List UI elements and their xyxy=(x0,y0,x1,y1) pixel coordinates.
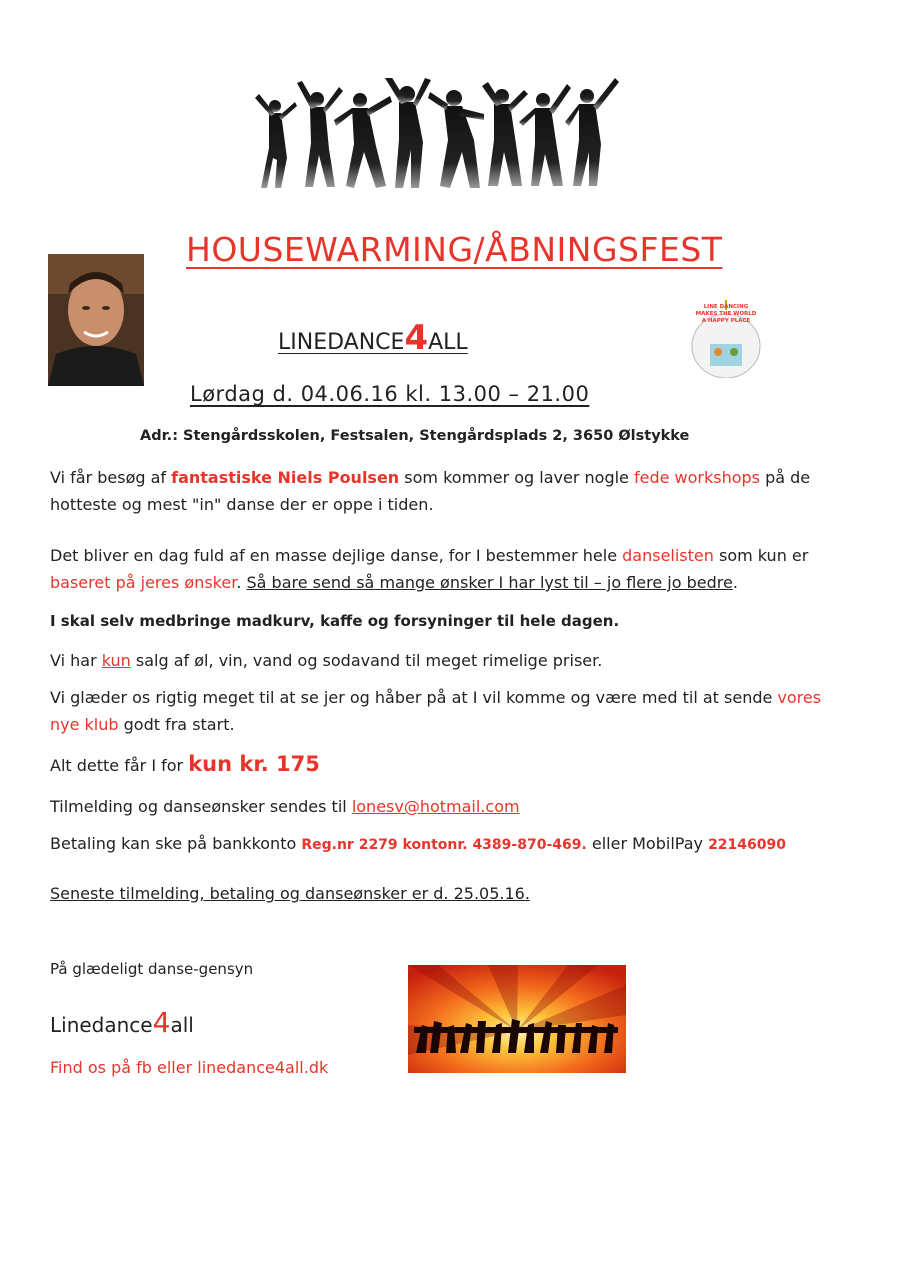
welcome-highlight-club: vores nye klub xyxy=(50,688,822,734)
event-time: d. 04.06.16 kl. 13.00 – 21.00 xyxy=(265,382,590,406)
brand-text-pre: LINEDANCE xyxy=(278,330,405,355)
price-line xyxy=(50,752,320,776)
payment-text-c: eller MobilPay xyxy=(586,834,709,853)
sales-highlight-only: kun xyxy=(101,651,131,670)
sunset-dancers-image xyxy=(408,965,626,1073)
intro-paragraph xyxy=(50,464,840,518)
deadline-line: Seneste tilmelding, betaling og danseønsker er d. 25.05.16. xyxy=(50,884,530,903)
event-date xyxy=(190,382,589,406)
intro-text-a: Vi får besøg af xyxy=(50,468,172,487)
dancelist-paragraph xyxy=(50,542,840,596)
greeting-line: På glædeligt danse-gensyn xyxy=(50,960,254,978)
payment-account: Reg.nr 2279 kontonr. 4389-870-469. xyxy=(301,837,587,853)
welcome-text-a: Vi glæder os rigtig meget til at se jer og håber på at I vil komme og være med til at sende xyxy=(50,688,778,707)
dancelist-send-wishes: Så bare send så mange ønsker I har lyst til – jo flere jo bedre xyxy=(246,573,733,592)
bring-food-paragraph: I skal selv medbringe madkurv, kaffe og forsyninger til hele dagen. xyxy=(50,612,620,630)
signature-four: 4 xyxy=(152,1006,171,1039)
payment-line xyxy=(50,834,786,853)
sales-paragraph xyxy=(50,647,840,674)
brand-four: 4 xyxy=(404,318,429,358)
intro-text-c: som kommer og laver nogle xyxy=(399,468,634,487)
sales-text-c: salg af øl, vin, vand og sodavand til meget rimelige priser. xyxy=(130,651,603,670)
welcome-text-c: godt fra start. xyxy=(118,715,235,734)
badge-line-3: A HAPPY PLACE xyxy=(701,318,751,324)
price-text: Alt dette får I for xyxy=(50,756,189,775)
dancelist-text-a: Det bliver en dag fuld af en masse dejlige danse, for I bestemmer hele xyxy=(50,546,623,565)
signature-text-a: Linedance xyxy=(50,1013,153,1037)
dancelist-text-c: som kun er xyxy=(713,546,809,565)
welcome-paragraph xyxy=(50,684,840,738)
brand-title xyxy=(278,318,468,358)
intro-highlight-workshops: fede workshops xyxy=(633,468,761,487)
dancelist-text-e: . xyxy=(236,573,247,592)
signature-text-c: all xyxy=(170,1013,194,1037)
payment-mobilpay-number: 22146090 xyxy=(708,837,786,853)
signup-line xyxy=(50,797,520,816)
brand-text-post: ALL xyxy=(428,330,468,355)
signup-email-link[interactable]: lonesv@hotmail.com xyxy=(351,797,520,816)
signature xyxy=(50,1006,194,1039)
event-address: Adr.: Stengårdsskolen, Festsalen, Stengårdsplads 2, 3650 Ølstykke xyxy=(140,428,690,444)
intro-highlight-guest: fantastiske Niels Poulsen xyxy=(171,468,400,487)
intro-text-e: på de hotteste og mest "in" danse der er oppe i tiden. xyxy=(50,468,811,514)
line-dancing-badge xyxy=(690,300,762,378)
dancelist-highlight: danselisten xyxy=(622,546,714,565)
payment-text-a: Betaling kan ske på bankkonto xyxy=(50,834,302,853)
dancelist-highlight-wishes: baseret på jeres ønsker xyxy=(50,573,237,592)
badge-line-1: LINE DANCING xyxy=(703,304,749,310)
price-value: kun kr. 175 xyxy=(188,752,320,776)
sales-text-a: Vi har xyxy=(50,651,102,670)
find-us-line: Find os på fb eller linedance4all.dk xyxy=(50,1058,329,1077)
dancers-silhouette-image xyxy=(245,78,645,198)
instructor-photo xyxy=(48,254,144,386)
badge-line-2: MAKES THE WORLD xyxy=(695,311,757,317)
signup-text: Tilmelding og danseønsker sendes til xyxy=(50,797,352,816)
event-day: Lørdag xyxy=(190,382,266,406)
page-title: HOUSEWARMING/ÅBNINGSFEST xyxy=(186,230,723,269)
dancelist-text-g: . xyxy=(732,573,738,592)
